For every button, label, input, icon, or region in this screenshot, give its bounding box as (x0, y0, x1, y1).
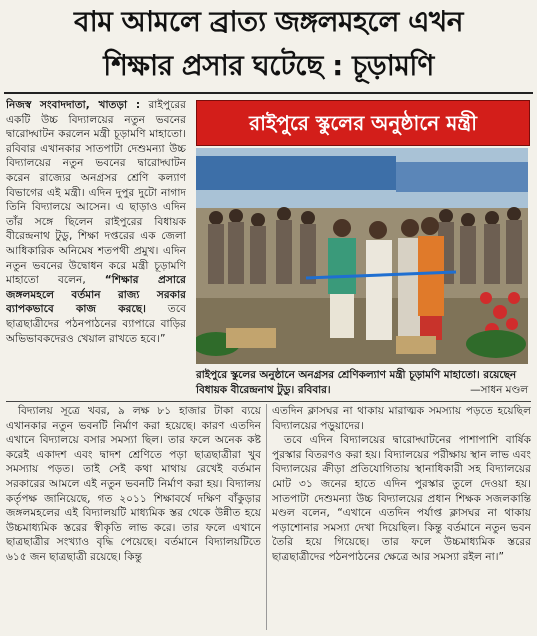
bottom-right-paragraph-2: তবে এদিন বিদ্যালয়ের দ্বারোদ্ঘাটনের পাশাপাশি বার্ষিক পুরস্কার বিতরণও করা হয়। বিদ্যালয়ের পরীক্ষায় স্থান লাভ এবং বিদ্যালয়ের ক্রীড়া প্রতিযোগিতায় স্থানাধিকারী সহ বিদ্যালয়ের মোট ৩১ জনের হাতে এদিন পুরস্কার তুলে দেওয়া হয়। সাতপাটা দেশুমন্যা উচ্চ বিদ্যালয়ের প্রধান শিক্ষক সজলকান্তি মণ্ডল বলেন, “এখানে এতদিন পর্যাপ্ত ক্লাসঘর না থাকায় পড়াশোনার সমস্যা দেখা দিয়েছিল। কিন্তু বর্তমানে নতুন ভবন তৈরি হয়ে গিয়েছে। তার ফলে উচ্চমাধ্যমিক স্তরের ছাত্রছাত্রীদের পঠনপাঠনের ক্ষেত্রে আর সমস্যা রইল না।” (272, 434, 531, 563)
left-column (6, 98, 186, 394)
bottom-right-paragraph-1: এতদিন ক্লাসঘর না থাকায় মারাত্মক সমস্যায় পড়তে হয়েছিল বিদ্যালয়ের পড়ুয়াদের। (272, 405, 531, 432)
event-photo-illustration (196, 148, 528, 364)
minister-quote-end: তবে ছাত্রছাত্রীদের পঠনপাঠনের ব্যাপারে বাড়ির অভিভাবকদেরও খেয়াল রাখতে হবে।” (6, 303, 186, 345)
column-divider (266, 404, 267, 630)
photo-caption (196, 368, 528, 398)
photo-caption-text: রাইপুরে স্কুলের অনুষ্ঠানে অনগ্রসর শ্রেণিকল্যাণ মন্ত্রী চূড়ামণি মাহাতো। রয়েছেন বিধায়ক বীরেন্দ্রনাথ টুডু। রবিবার। (196, 369, 517, 396)
headline-line-1: বাম আমলে ব্রাত্য জঙ্গলমহলে এখন (74, 5, 463, 38)
event-photo (196, 148, 528, 364)
photo-credit: —সাধন মণ্ডল (470, 383, 528, 396)
headline-line-2: শিক্ষার প্রসার ঘটেছে : চূড়ামণি (103, 49, 434, 82)
photo-banner: রাইপুরে স্কুলের অনুষ্ঠানে মন্ত্রী (196, 100, 530, 146)
section-divider (6, 401, 531, 402)
headline-rule (4, 92, 533, 94)
bottom-left-paragraph: বিদ্যালয় সূত্রে খবর, ৯ লক্ষ ৮১ হাজার টাকা ব্যয়ে এখানকার নতুন ভবনটি নির্মাণ করা হয়েছে। কারণ এতদিন এখানে বিদ্যালয়ে বসার সমস্যা ছিল। তার ফলে অনেক কষ্ট করেই একাদশ এবং দ্বাদশ শ্রেণিতে পড়া ছাত্রছাত্রীরা খুব সমস্যায় পড়ত। তাই সেই কথা মাথায় রেখেই বর্তমান সরকারের আমলে এই নতুন ভবনটি নির্মাণ করা হয়। বিদ্যালয় কর্তৃপক্ষ জানিয়েছে, গত ২০১১ শিক্ষাবর্ষে দক্ষিণ বাঁকুড়ার জঙ্গলমহলের এই বিদ্যালয়টি মাধ্যমিক স্তর থেকে উন্নীত হয়ে উচ্চমাধ্যমিক স্তরের স্বীকৃতি লাভ করে। তার ফলে এখানে ছাত্রছাত্রীর সংখ্যাও বৃদ্ধি পেয়েছে। বর্তমানে বিদ্যালয়টিতে ৬১৫ জন ছাত্রছাত্রী রয়েছে। কিন্তু (6, 405, 261, 563)
bottom-right-column (272, 404, 531, 632)
minister-quote: “শিক্ষার প্রসারে জঙ্গলমহলে বর্তমান রাজ্য সরকার ব্যাপকভাবে কাজ করছে। (6, 274, 186, 316)
left-column-body: রাইপুরের একটি উচ্চ বিদ্যালয়ের নতুন ভবনের দ্বারোদ্ঘাটন করলেন মন্ত্রী চূড়ামণি মাহাতো। রবিবার এখানকার সাতপাটা দেশুমন্যা উচ্চ বিদ্যালয়ের নতুন ভবনের দ্বারোদ্ঘাটন করেন রাজ্যের অনগ্রসর শ্রেণি কল্যাণ বিভাগের এই মন্ত্রী। এদিন দুপুর দুটো নাগাদ তিনি বিদ্যালয়ে আসেন। এ ছাড়াও এদিন তাঁর সঙ্গে ছিলেন রাইপুরের বিধায়ক বীরেন্দ্রনাথ টুডু, শিক্ষা দপ্তরের এক জেলা আধিকারিক অনিমেষ শতপথী প্রমুখ। এদিন নতুন ভবনের উদ্বোধন করে মন্ত্রী চূড়ামণি মাহাতো বলেন, (6, 99, 186, 287)
byline: নিজস্ব সংবাদদাতা, খাতড়া : (6, 99, 141, 111)
bottom-left-column (6, 404, 261, 632)
